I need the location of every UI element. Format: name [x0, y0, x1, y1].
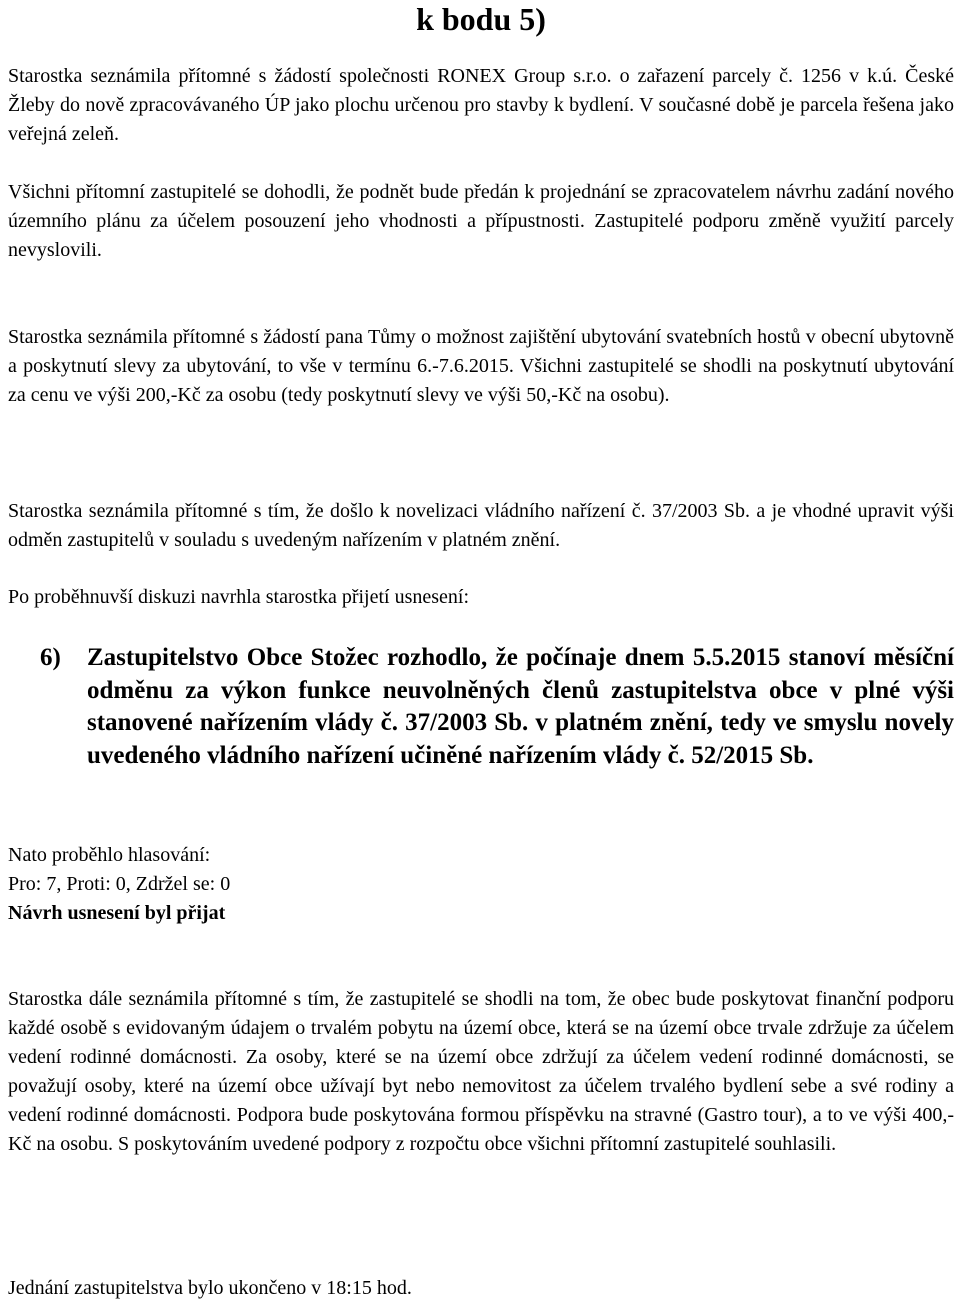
resolution-number: 6) [40, 644, 61, 671]
vote-result: Pro: 7, Proti: 0, Zdržel se: 0 [8, 873, 231, 895]
paragraph-financial-support: Starostka dále seznámila přítomné s tím, že zastupitelé se shodli na tom, že obec bude poskytovat finanční podporu každé osobě s evidovaným údajem o trvalém pobytu na území obce, která se na území obce trvale zdržuje za účelem vedení rodinné domácnosti. Za osoby, které se na území obce zdržují za účelem vedení rodinné domácnosti, se považují osoby, které na území obce užívají byt nebo nemovitost za účelem trvalého bydlení sebe a své rodiny a vedení rodinné domácnosti. Podpora bude poskytována formou příspěvku na stravné (Gastro tour), a to ve výši 400,-Kč na osobu. S poskytováním uvedené podpory z rozpočtu obce všichni přítomní zastupitelé souhlasili. [8, 988, 954, 1155]
paragraph-motion-intro: Po proběhnuvší diskuzi navrhla starostka přijetí usnesení: [8, 586, 470, 608]
paragraph-ronex-request: Starostka seznámila přítomné s žádostí společnosti RONEX Group s.r.o. o zařazení parcely č. 1256 v k.ú. České Žleby do nově zpracovávaného ÚP jako plochu určenou pro stavby k bydlení. V současné době je parcela řešena jako veřejná zeleň. [8, 65, 954, 145]
vote-block [8, 841, 954, 928]
resolution-text: Zastupitelstvo Obce Stožec rozhodlo, že počínaje dnem 5.5.2015 stanoví měsíční odměnu za výkon funkce neuvolněných členů zastupitelstva obce v plné výši stanovené nařízením vlády č. 37/2003 Sb. v platném znění, tedy ve smyslu novely uvedeného vládního nařízení učiněné nařízením vlády č. 52/2015 Sb. [87, 644, 954, 769]
section-heading: k bodu 5) [416, 1, 546, 37]
resolution-block [40, 642, 954, 772]
vote-intro: Nato proběhlo hlasování: [8, 844, 211, 866]
paragraph-accommodation-request: Starostka seznámila přítomné s žádostí pana Tůmy o možnost zajištění ubytování svatebních hostů v obecní ubytovně a poskytnutí slevy za ubytování, to vše v termínu 6.-7.6.2015. Všichni zastupitelé se shodli na poskytnutí ubytování za cenu ve výši 200,-Kč za osobu (tedy poskytnutí slevy ve výši 50,-Kč na osobu). [8, 326, 954, 406]
vote-outcome: Návrh usnesení byl přijat [8, 902, 226, 924]
paragraph-planning-decision: Všichni přítomní zastupitelé se dohodli, že podnět bude předán k projednání se zpracovatelem návrhu zadání nového územního plánu za účelem posouzení jeho vhodnosti a přípustnosti. Zastupitelé podporu změně využití parcely nevyslovili. [8, 181, 954, 261]
paragraph-regulation-amendment: Starostka seznámila přítomné s tím, že došlo k novelizaci vládního nařízení č. 37/2003 Sb. a je vhodné upravit výši odměn zastupitelů v souladu s uvedeným nařízením v platném znění. [8, 500, 954, 551]
meeting-end-note: Jednání zastupitelstva bylo ukončeno v 18:15 hod. [8, 1277, 412, 1299]
